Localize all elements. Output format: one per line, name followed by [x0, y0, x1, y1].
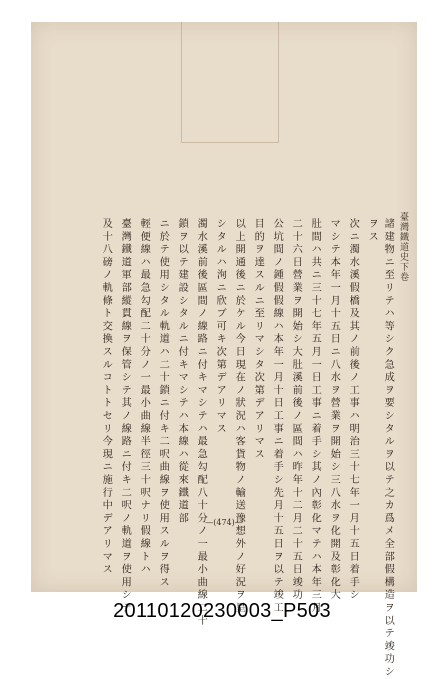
text-column: ヲス: [366, 218, 378, 244]
text-column: 諸建物ニ至リテハ等シク急成ヲ要シタルヲ以テ之カ爲メ全部假構造ヲ以テ竣功シ: [382, 218, 394, 679]
text-column: 臺灣鐵道軍部縱貫線ヲ保管シテ其ノ線路ニ付キ二呎ノ軌道ヲ使用シテ: [119, 218, 131, 615]
text-column: 次ニ濁水溪假橋及其ノ前後ノ工事ハ明治三十七年一月十五日着手シ: [347, 218, 359, 602]
paper-fold-mark: [181, 22, 279, 143]
text-column: 輕便線ハ最急勾配二十分ノ一最小曲線半徑三十呎ナリ假線トハ: [138, 218, 150, 577]
image-caption: 20110120230003_P503: [113, 600, 331, 622]
page-number: —(474)—: [205, 518, 243, 527]
text-column: 公坑間ノ鍾假假線ハ本年一月十日工事ニ着手シ先月十五日ヲ以テ竣工: [271, 218, 283, 615]
text-column: 以上開通後ニ於ケル今日現在ノ狀況ハ客貨物ノ輸送豫想外ノ好況ヲ呈: [233, 218, 245, 615]
text-column: 目的ヲ達スルニ至リマシタ次第デアリマス: [252, 218, 264, 462]
text-column: 肚間ハ共ニ三十七年五月一日工事ニ着手シ其ノ內彰化マテハ本年三月: [309, 218, 321, 615]
text-column: シタルハ洵ニ欣ブ可キ次第デアリマス: [214, 218, 226, 436]
text-column: マシテ本年一月十五日ニ八水ヲ營業ヲ開始シ三八水ヲ化開及彰化大: [328, 218, 340, 602]
text-column: ニ於テ使用シタル軌道ハ二十鎖ニ付キ二呎曲線ヲ使用スルヲ得ス: [157, 218, 169, 590]
running-header: 臺灣鐵道史下卷: [398, 212, 408, 282]
text-column: 及十八磅ノ軌條ト交換スルコトトセリ今現ニ施行中デアリマス: [100, 218, 112, 577]
text-column: 二十六日營業ヲ開始シ大肚溪前後ノ區間ハ昨年十二月二十五日竣功: [290, 218, 302, 602]
text-column: 鎖ヲ以テ建設シタルニ付キマシテハ本線ハ從來鐵道部: [176, 218, 188, 526]
text-column: 濁水溪前後區間ノ線路ニ付キマシテハ最急勾配八十分ノ一最小曲線二十: [195, 218, 207, 628]
